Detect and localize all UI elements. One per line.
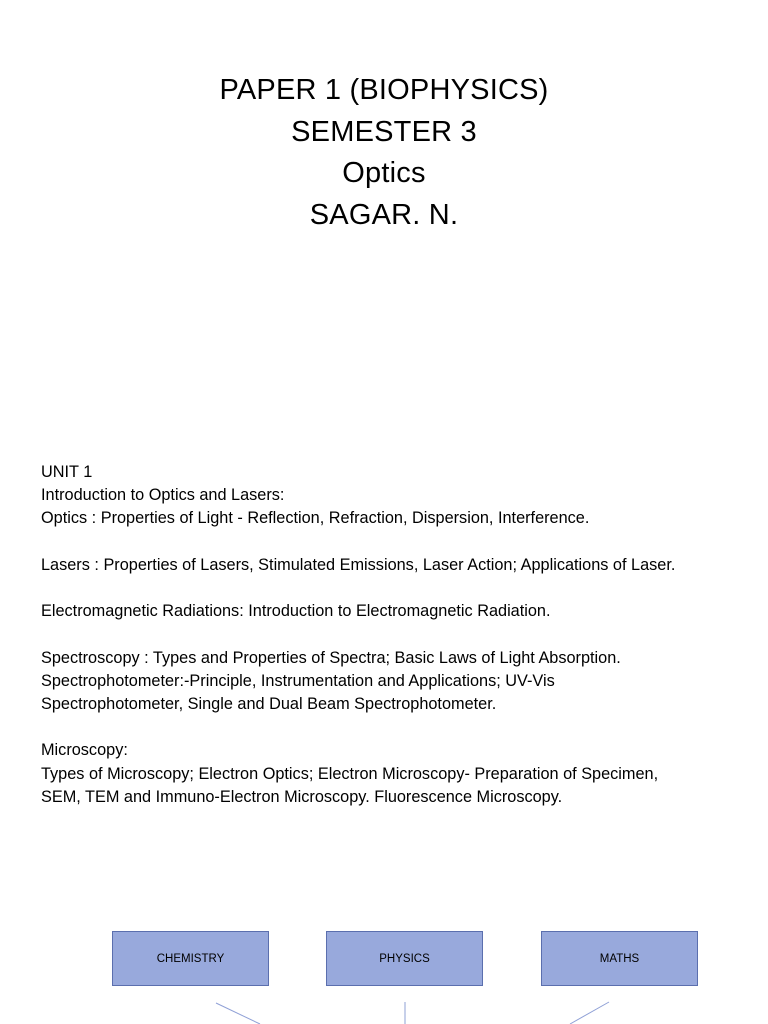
subject-title: Optics [342,157,426,189]
paper-title: PAPER 1 (BIOPHYSICS) [219,74,549,106]
spacer [41,716,741,739]
physics-box: PHYSICS [326,931,483,986]
author-name: SAGAR. N. [309,198,459,231]
chemistry-connector [216,1003,260,1024]
maths-connector [570,1002,609,1024]
spectroscopy-line: Spectroscopy : Types and Properties of Spectra; Basic Laws of Light Absorption. [41,648,621,667]
maths-box: MATHS [541,931,698,986]
spectrophotometer-line-1: Spectrophotometer:-Principle, Instrumentation and Applications; UV-Vis [41,671,555,690]
spacer [41,577,741,600]
em-line: Electromagnetic Radiations: Introduction to Electromagnetic Radiation. [41,602,551,621]
unit-heading: UNIT 1 [41,463,93,481]
spacer [41,531,741,554]
title-block [0,70,768,236]
microscopy-heading: Microscopy: [41,741,128,760]
semester-title: SEMESTER 3 [291,115,477,148]
microscopy-line-1: Types of Microscopy; Electron Optics; Electron Microscopy- Preparation of Specimen, [41,764,659,783]
optics-line: Optics : Properties of Light - Reflection, Refraction, Dispersion, Interference. [41,509,590,528]
chemistry-box: CHEMISTRY [112,931,269,986]
lasers-line: Lasers : Properties of Lasers, Stimulated Emissions, Laser Action; Applications of Laser. [41,555,676,574]
spacer [41,623,741,646]
microscopy-line-2: SEM, TEM and Immuno-Electron Microscopy. Fluorescence Microscopy. [41,787,563,806]
intro-heading: Introduction to Optics and Lasers: [41,486,285,505]
spectrophotometer-line-2: Spectrophotometer, Single and Dual Beam Spectrophotometer. [41,694,497,713]
syllabus-text [41,461,741,809]
